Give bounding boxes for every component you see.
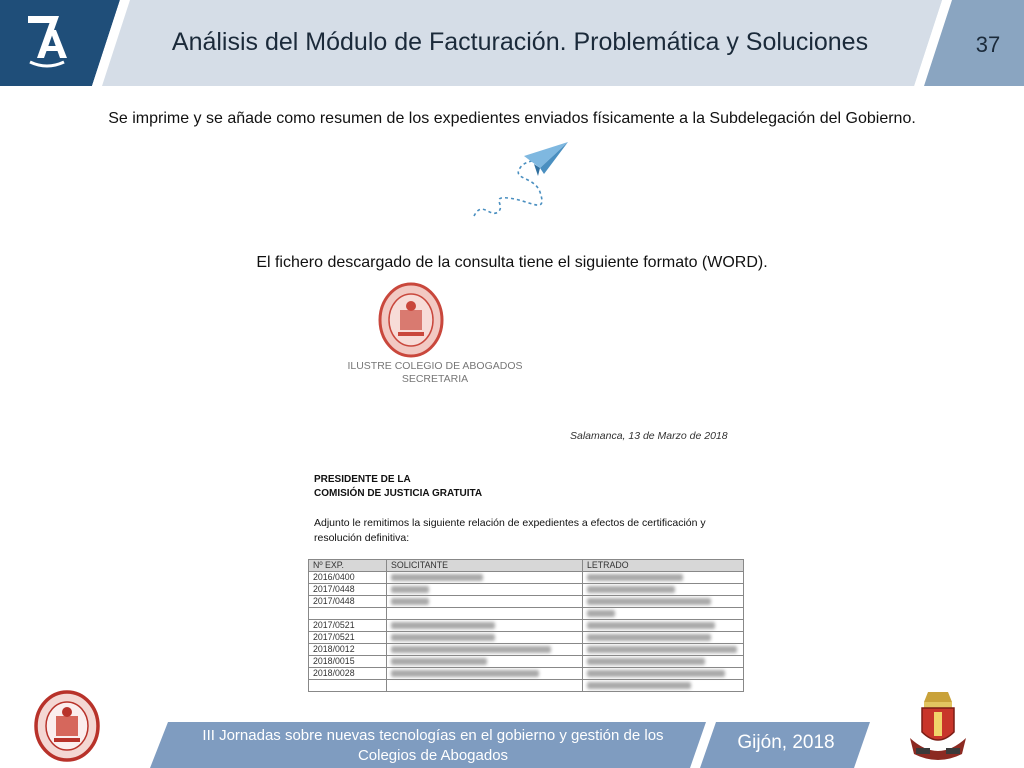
redacted-cell <box>387 668 583 680</box>
redacted-cell <box>583 584 744 596</box>
exp-number-cell: 2018/0028 <box>309 668 387 680</box>
table-row <box>309 596 744 608</box>
body-line: Adjunto le remitimos la siguiente relación de expedientes a efectos de certificación y <box>314 517 706 529</box>
table-row <box>309 680 744 692</box>
slide-title: Análisis del Módulo de Facturación. Problemática y Soluciones <box>171 28 869 56</box>
redacted-cell <box>387 608 583 620</box>
salamanca-bar-seal-icon <box>34 690 100 762</box>
org-line: SECRETARIA <box>401 373 469 385</box>
redacted-cell <box>387 680 583 692</box>
document-date: Salamanca, 13 de Marzo de 2018 <box>570 430 728 442</box>
bar-association-seal-icon <box>378 282 444 358</box>
exp-number-cell: 2016/0400 <box>309 572 387 584</box>
redacted-cell <box>583 620 744 632</box>
document-body-text <box>314 516 734 546</box>
table-row <box>309 572 744 584</box>
column-header: Nº EXP. <box>309 560 387 572</box>
table-row <box>309 608 744 620</box>
slide-number: 37 <box>975 32 1001 57</box>
exp-number-cell: 2017/0521 <box>309 632 387 644</box>
addressee-line: COMISIÓN DE JUSTICIA GRATUITA <box>314 488 483 499</box>
table-row <box>309 620 744 632</box>
exp-number-cell: 2017/0521 <box>309 620 387 632</box>
event-line: Colegios de Abogados <box>357 747 509 764</box>
redacted-cell <box>387 644 583 656</box>
table-header-row <box>309 560 744 572</box>
table-row <box>309 584 744 596</box>
paper-plane-icon <box>468 138 576 228</box>
redacted-cell <box>583 668 744 680</box>
event-line: III Jornadas sobre nuevas tecnologías en el gobierno y gestión de los <box>202 727 664 744</box>
body-line: resolución definitiva: <box>314 532 410 544</box>
column-header: SOLICITANTE <box>387 560 583 572</box>
redacted-cell <box>387 632 583 644</box>
format-text: El fichero descargado de la consulta tiene el siguiente formato (WORD). <box>256 254 768 271</box>
event-place: Gijón, 2018 <box>737 732 835 753</box>
document-organization <box>320 360 550 386</box>
redacted-cell <box>387 620 583 632</box>
exp-number-cell: 2017/0448 <box>309 596 387 608</box>
gijon-bar-crest-icon <box>906 688 970 764</box>
table-row <box>309 656 744 668</box>
redacted-cell <box>583 680 744 692</box>
redacted-cell <box>387 584 583 596</box>
redacted-cell <box>583 608 744 620</box>
table-row <box>309 632 744 644</box>
addressee-line: PRESIDENTE DE LA <box>314 474 411 485</box>
exp-number-cell: 2018/0015 <box>309 656 387 668</box>
org-line: ILUSTRE COLEGIO DE ABOGADOS <box>347 360 523 372</box>
exp-number-cell <box>309 680 387 692</box>
redacted-cell <box>387 596 583 608</box>
redacted-cell <box>387 572 583 584</box>
exp-number-cell: 2018/0012 <box>309 644 387 656</box>
redacted-cell <box>583 656 744 668</box>
redacted-cell <box>583 596 744 608</box>
redacted-cell <box>583 572 744 584</box>
exp-number-cell <box>309 608 387 620</box>
table-row <box>309 644 744 656</box>
academy-logo-icon <box>24 12 70 70</box>
event-name <box>168 726 698 766</box>
column-header: LETRADO <box>583 560 744 572</box>
word-document-preview <box>300 282 760 694</box>
exp-number-cell: 2017/0448 <box>309 584 387 596</box>
table-row <box>309 668 744 680</box>
redacted-cell <box>583 644 744 656</box>
expedientes-table <box>308 559 744 692</box>
intro-text: Se imprime y se añade como resumen de los expedientes enviados físicamente a la Subdelegación del Gobierno. <box>108 110 916 127</box>
redacted-cell <box>583 632 744 644</box>
document-addressee <box>314 473 482 501</box>
redacted-cell <box>387 656 583 668</box>
